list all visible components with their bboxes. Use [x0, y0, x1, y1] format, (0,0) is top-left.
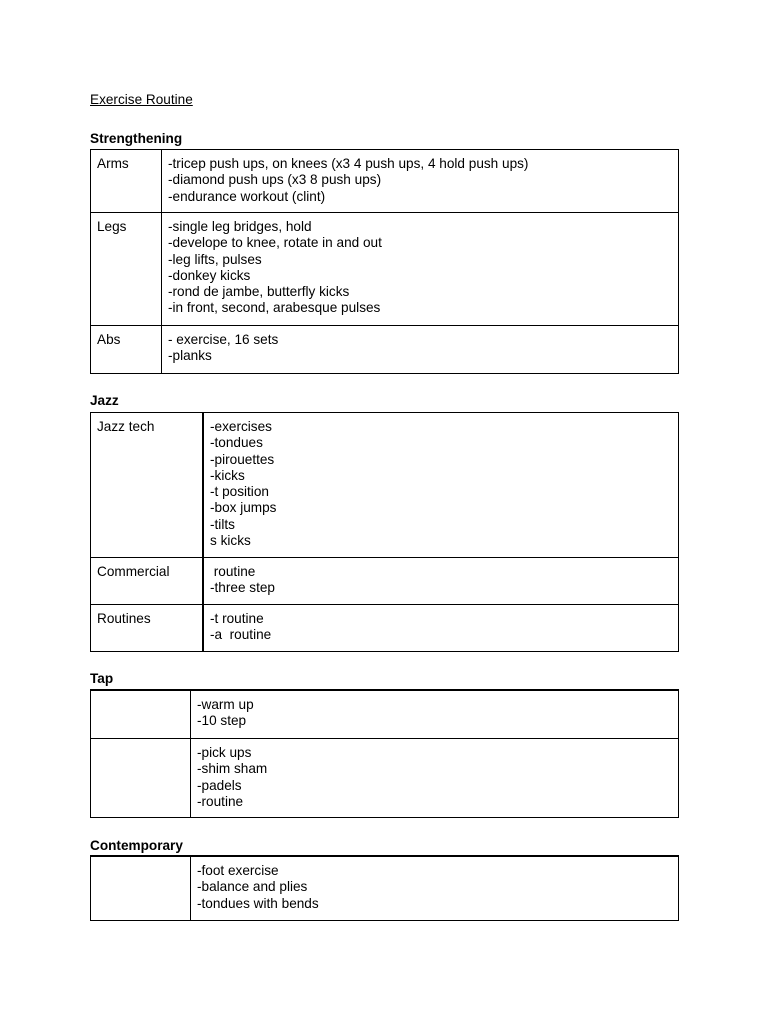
list-item: -rond de jambe, butterfly kicks — [168, 284, 350, 300]
row-items — [203, 558, 679, 605]
list-item: -kicks — [210, 467, 245, 483]
list-item: -exercises — [210, 419, 272, 434]
table-row — [91, 739, 679, 818]
document-title: Exercise Routine — [90, 92, 193, 107]
row-items — [162, 150, 679, 213]
row-items — [162, 326, 679, 374]
list-item: -in front, second, arabesque pulses — [168, 300, 381, 316]
contemporary-heading: Contemporary — [90, 838, 183, 853]
list-item: -planks — [168, 348, 212, 364]
list-item: -single leg bridges, hold — [168, 219, 312, 234]
list-item: -endurance workout (clint) — [168, 188, 326, 204]
list-item: s kicks — [210, 533, 251, 549]
list-item: -three step — [210, 580, 275, 596]
row-label: Jazz tech — [91, 413, 204, 558]
list-item: -t routine — [210, 611, 264, 626]
table-row — [91, 150, 679, 213]
row-items — [203, 413, 679, 558]
table-row — [91, 605, 679, 652]
list-item: -box jumps — [210, 500, 277, 516]
table-row — [91, 413, 679, 558]
list-item: -shim sham — [197, 761, 268, 777]
row-label: Routines — [91, 605, 204, 652]
list-item: -tondues — [210, 435, 263, 451]
list-item: -10 step — [197, 713, 247, 729]
row-label — [91, 856, 191, 921]
tap-table — [90, 689, 679, 818]
list-item: -foot exercise — [197, 863, 279, 878]
list-item: -develope to knee, rotate in and out — [168, 235, 382, 251]
table-row — [91, 690, 679, 739]
strengthening-heading: Strengthening — [90, 131, 183, 146]
jazz-heading: Jazz — [90, 393, 119, 408]
list-item: -tilts — [210, 516, 235, 532]
list-item: -a routine — [210, 627, 272, 643]
list-item: - exercise, 16 sets — [168, 332, 279, 347]
list-item: -tricep push ups, on knees (x3 4 push ups, 4 hold push ups) — [168, 156, 529, 171]
row-items — [191, 739, 679, 818]
list-item: -t position — [210, 484, 269, 500]
table-row — [91, 326, 679, 374]
table-row — [91, 213, 679, 326]
list-item: -pick ups — [197, 745, 252, 760]
row-label: Legs — [91, 213, 162, 326]
jazz-table — [90, 412, 679, 652]
list-item: -leg lifts, pulses — [168, 251, 262, 267]
list-item: routine — [210, 564, 256, 579]
list-item: -padels — [197, 777, 242, 793]
row-label: Abs — [91, 326, 162, 374]
list-item: -diamond push ups (x3 8 push ups) — [168, 172, 382, 188]
list-item: -donkey kicks — [168, 267, 251, 283]
contemporary-table — [90, 855, 679, 921]
list-item: -warm up — [197, 697, 254, 712]
list-item: -routine — [197, 793, 244, 809]
row-items — [191, 690, 679, 739]
row-label — [91, 739, 191, 818]
list-item: -pirouettes — [210, 451, 275, 467]
table-row — [91, 558, 679, 605]
row-items — [162, 213, 679, 326]
list-item: -balance and plies — [197, 879, 308, 895]
row-label — [91, 690, 191, 739]
strengthening-table — [90, 149, 679, 374]
row-items — [191, 856, 679, 921]
row-label: Arms — [91, 150, 162, 213]
tap-heading: Tap — [90, 671, 114, 686]
table-row — [91, 856, 679, 921]
list-item: -tondues with bends — [197, 895, 319, 911]
row-label: Commercial — [91, 558, 204, 605]
row-items — [203, 605, 679, 652]
